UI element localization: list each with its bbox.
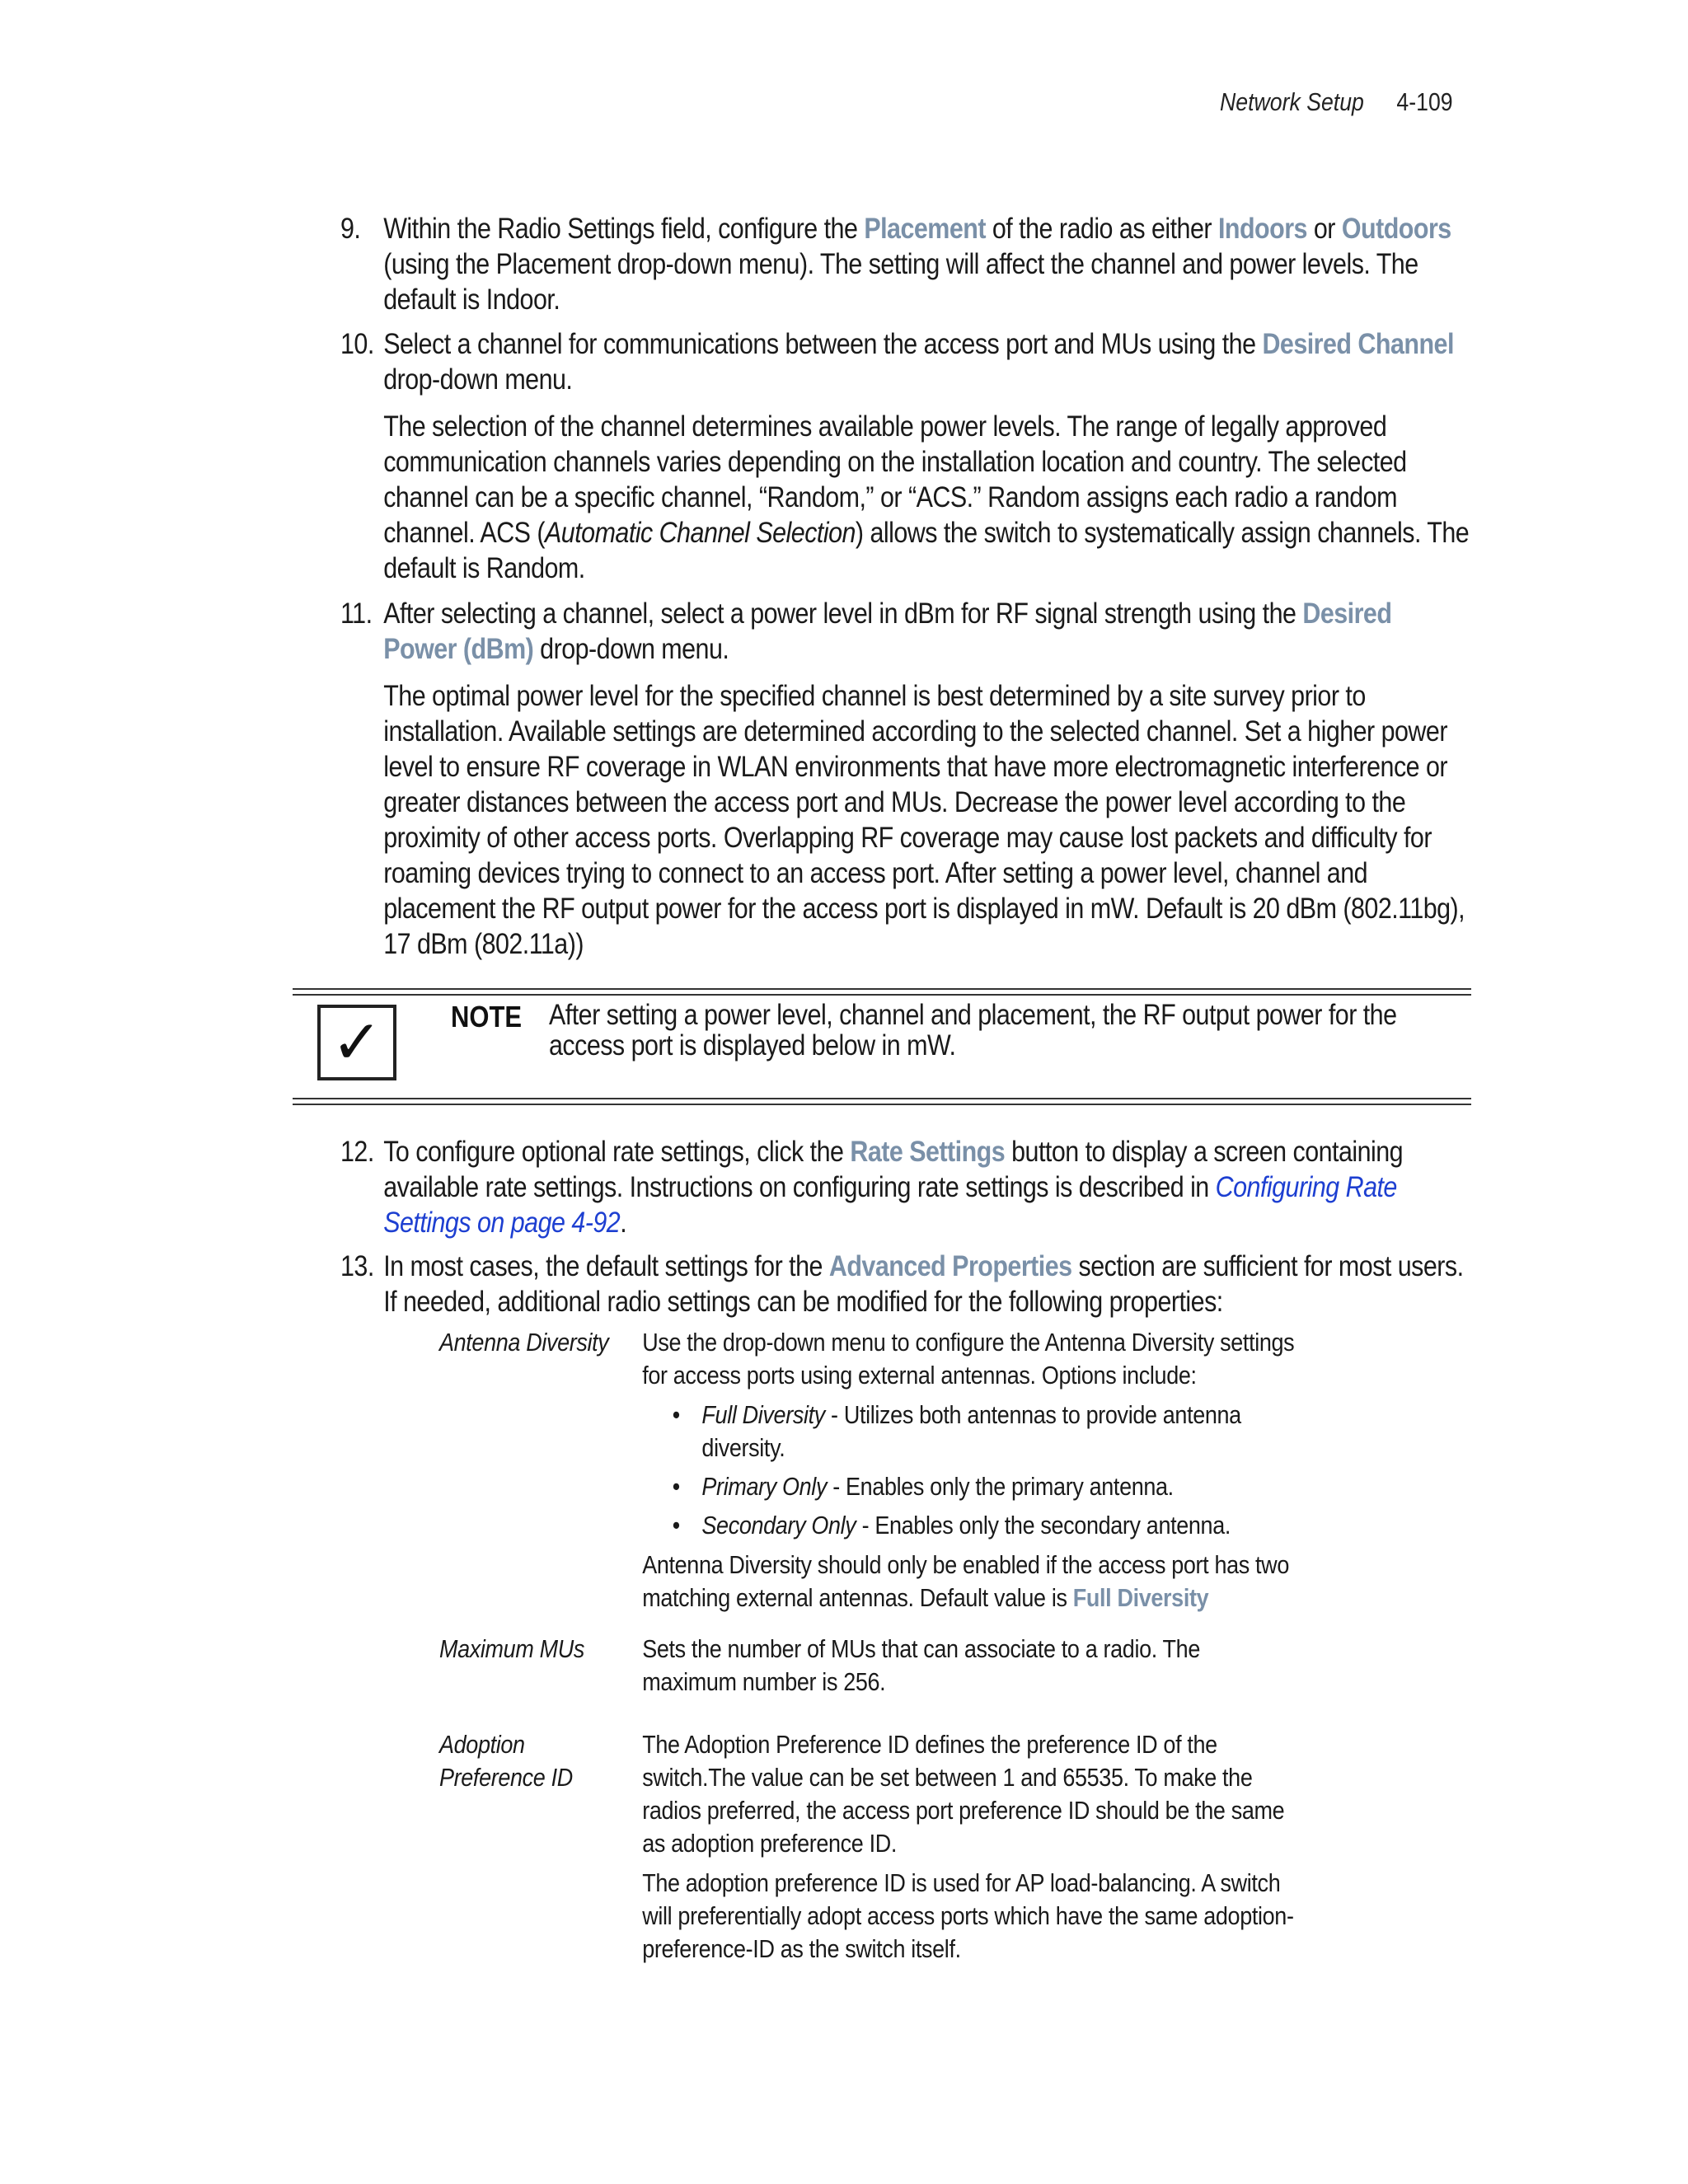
step-paragraph: [383, 211, 1470, 317]
step-content: [383, 1134, 1470, 1240]
header-section-title: Network Setup: [1220, 87, 1365, 116]
bullet: •: [672, 1400, 680, 1429]
property-description: [642, 1728, 1295, 1966]
step-paragraph: [383, 409, 1470, 586]
italic-term: Automatic Channel Selection: [545, 517, 856, 549]
checkmark-icon: ✓: [317, 1005, 396, 1080]
text-run: Within the Radio Settings field, configure the: [383, 213, 865, 245]
step-paragraph: [383, 1249, 1470, 1319]
step-number: 10.: [340, 328, 374, 360]
text-run: In most cases, the default settings for the: [383, 1250, 829, 1282]
property-term: Antenna Diversity: [439, 1328, 609, 1357]
divider: [293, 994, 1471, 996]
text-run: button to display a screen containing available rate settings. Instructions on configuring rate settings is described in: [383, 1136, 1404, 1203]
text-run: Antenna Diversity should only be enabled if the access port has two matching external antennas. Default value is: [642, 1550, 1289, 1612]
text-run: To configure optional rate settings, click the: [383, 1136, 851, 1168]
text-run: drop-down menu.: [383, 363, 573, 396]
property-description: [642, 1326, 1295, 1615]
text-run: of the radio as either: [985, 213, 1218, 245]
note-box: [293, 988, 1471, 1105]
step-number: 11.: [340, 598, 373, 630]
text-run: ) allows the switch to systematically assign channels. The default is Random.: [383, 517, 1470, 584]
ui-term-outdoors: Outdoors: [1341, 213, 1451, 245]
step-paragraph: The optimal power level for the specified channel is best determined by a site survey prior to installation. Available settings are determined according to the selected channel. Set a higher power level to ensure RF coverage in WLAN environments that have more electromagnetic interference or greater distances between the access port and MUs. Decrease the power level according to the proximity of other access ports. Overlapping RF coverage may cause lost packets and difficulty for roaming devices trying to connect to an access port. After setting a power level, channel and placement the RF output power for the access port is displayed in mW. Default is 20 dBm (802.11bg), 17 dBm (802.11a)): [383, 680, 1465, 960]
ui-term-advanced-properties: Advanced Properties: [828, 1250, 1072, 1282]
property-term: Maximum MUs: [439, 1634, 584, 1663]
list-item: [642, 1470, 1295, 1503]
header-page-number: 4-109: [1396, 87, 1453, 116]
list-item: [642, 1509, 1295, 1542]
step-paragraph: [383, 1134, 1470, 1240]
ui-term-full-diversity: Full Diversity: [1072, 1583, 1209, 1612]
option-name: Primary Only: [701, 1472, 828, 1501]
step-paragraph: [383, 596, 1470, 667]
property-intro: Use the drop-down menu to configure the Antenna Diversity settings for access ports using external antennas. Options include:: [642, 1328, 1295, 1390]
text-run: (using the Placement drop-down menu). The setting will affect the channel and power levels. The default is Indoor.: [383, 248, 1418, 316]
text-run: section are sufficient for most users. If needed, additional radio settings can be modified for the following properties:: [383, 1250, 1464, 1318]
bullet: •: [672, 1511, 680, 1540]
text-run: Select a channel for communications between the access port and MUs using the: [383, 328, 1263, 360]
option-name: Full Diversity: [701, 1400, 825, 1429]
option-list: [642, 1399, 1295, 1542]
property-outro: [642, 1549, 1295, 1615]
cross-reference-link[interactable]: Configuring Rate Settings on page 4-92: [383, 1171, 1397, 1239]
step-content: [383, 1249, 1470, 1319]
option-desc: - Enables only the secondary antenna.: [856, 1511, 1231, 1540]
divider: [293, 988, 1471, 990]
option-name: Secondary Only: [701, 1511, 856, 1540]
step-content: [383, 326, 1470, 586]
note-label: NOTE: [451, 1000, 523, 1033]
property-text: The Adoption Preference ID defines the preference ID of the switch.The value can be set between 1 and 65535. To make the radios preferred, the access port preference ID should be the same as adoption preference ID.: [642, 1730, 1285, 1858]
step-number: 13.: [340, 1250, 374, 1282]
property-text: Sets the number of MUs that can associate to a radio. The maximum number is 256.: [642, 1634, 1200, 1696]
step-number: 12.: [340, 1136, 374, 1168]
text-run: or: [1306, 213, 1342, 245]
property-term: Adoption Preference ID: [439, 1730, 573, 1792]
ui-term-desired-power: Desired Power (dBm): [383, 598, 1392, 665]
note-text: After setting a power level, channel and placement, the RF output power for the access port is displayed below in mW.: [549, 999, 1397, 1062]
running-header: [1220, 87, 1453, 117]
divider: [293, 1098, 1471, 1099]
divider: [293, 1104, 1471, 1105]
text-run: The selection of the channel determines available power levels. The range of legally approved communication channels varies depending on the installation location and country. The selected channel can be a specific channel, “Random,” or “ACS.” Random assigns each radio a random channel. ACS (: [383, 410, 1407, 549]
text-run: drop-down menu.: [533, 633, 729, 665]
list-item: [642, 1399, 1295, 1465]
ui-term-placement: Placement: [864, 213, 986, 245]
step-content: [383, 211, 1470, 317]
option-desc: - Utilizes both antennas to provide antenna diversity.: [701, 1400, 1241, 1462]
step-number: 9.: [340, 213, 361, 245]
ui-term-rate-settings: Rate Settings: [850, 1136, 1006, 1168]
option-desc: - Enables only the primary antenna.: [827, 1472, 1174, 1501]
text-run: .: [620, 1207, 627, 1239]
step-paragraph: [383, 326, 1470, 397]
property-text: The adoption preference ID is used for AP load-balancing. A switch will preferentially adopt access ports which have the same adoption-preference-ID as the switch itself.: [642, 1868, 1294, 1963]
ui-term-desired-channel: Desired Channel: [1262, 328, 1454, 360]
text-run: After selecting a channel, select a power level in dBm for RF signal strength using the: [383, 598, 1303, 630]
step-content: [383, 596, 1470, 962]
property-description: [642, 1633, 1295, 1699]
ui-term-indoors: Indoors: [1217, 213, 1307, 245]
bullet: •: [672, 1472, 680, 1501]
